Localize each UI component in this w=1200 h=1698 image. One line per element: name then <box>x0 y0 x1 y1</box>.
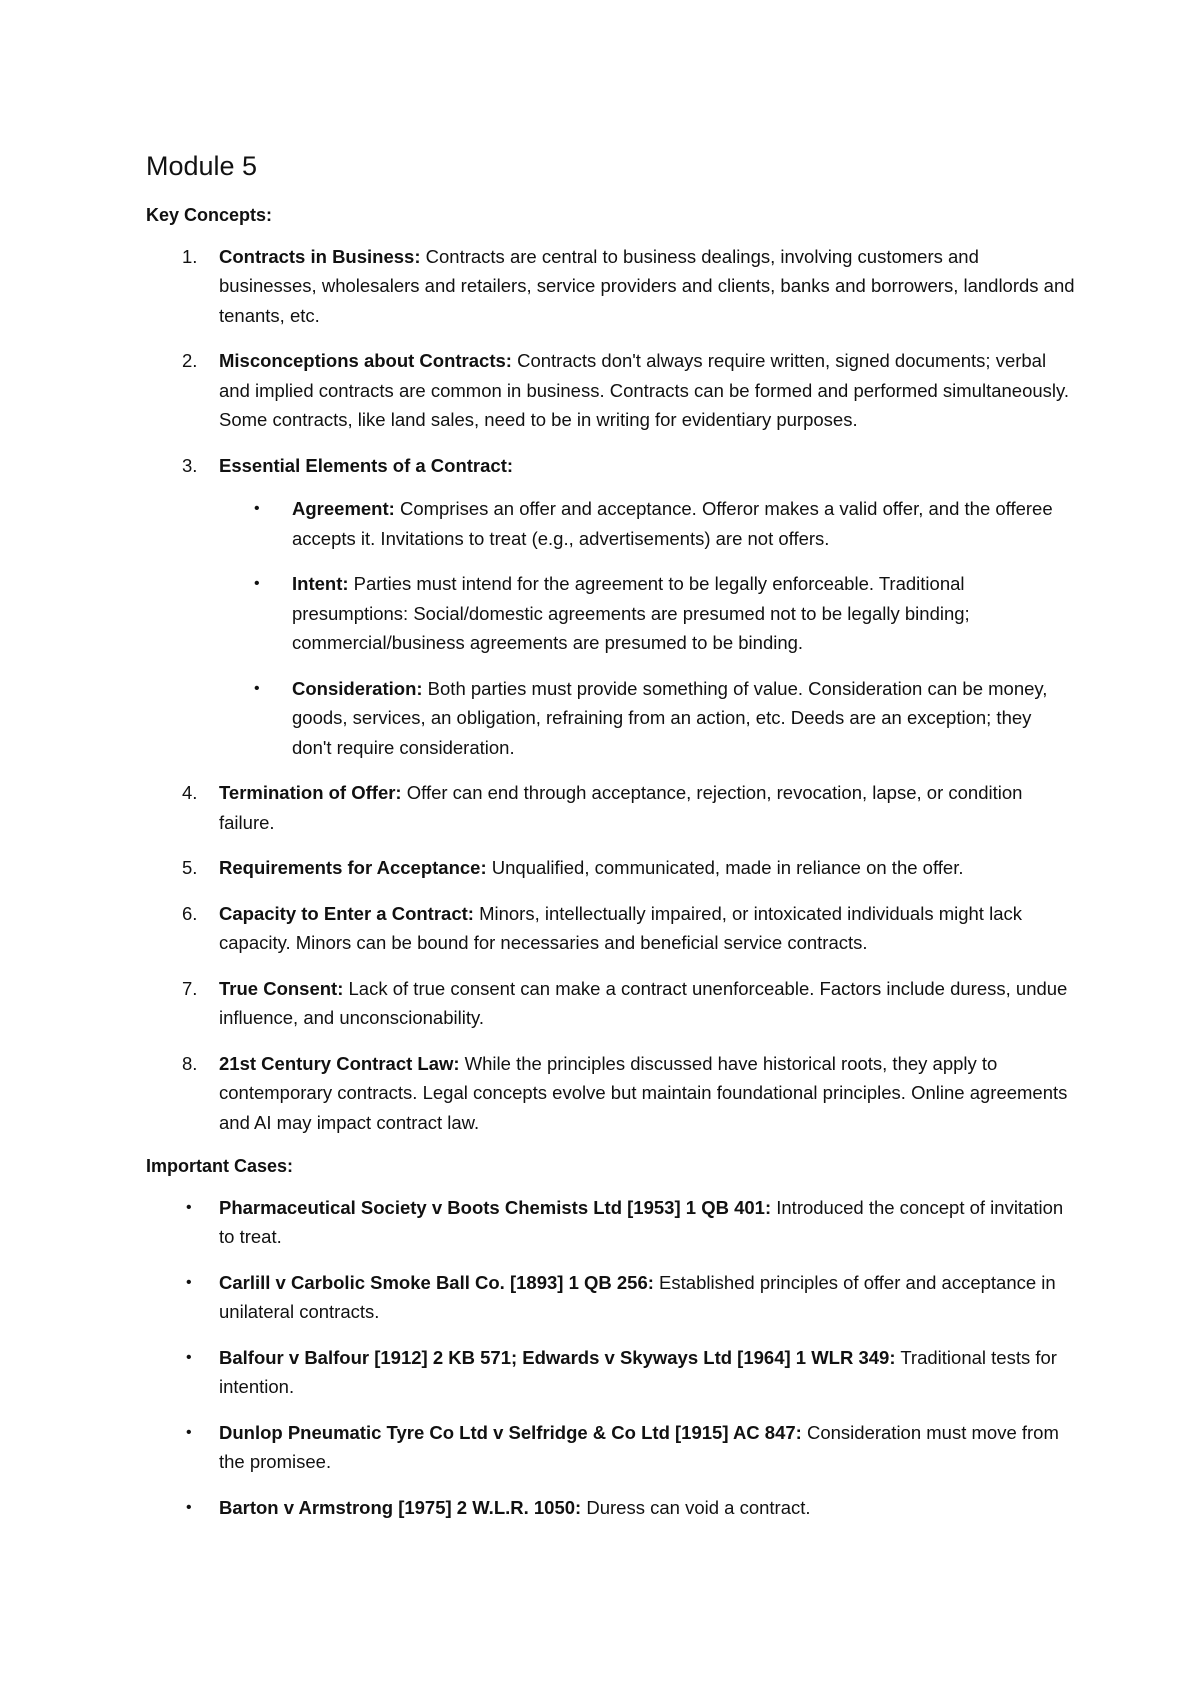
case-citation: Barton v Armstrong [1975] 2 W.L.R. 1050: <box>219 1496 582 1518</box>
concept-text: Unqualified, communicated, made in reliance on the offer. <box>486 857 964 879</box>
concept-term: Contracts in Business: <box>219 245 421 267</box>
list-number: 8. <box>182 1052 198 1074</box>
list-number: 1. <box>182 245 198 267</box>
case-item <box>146 1493 1076 1523</box>
list-number: 4. <box>182 782 198 804</box>
case-text: Introduced the concept of invitation to treat. <box>219 1196 1064 1248</box>
sub-list-item <box>219 569 1076 658</box>
list-item <box>146 778 1076 837</box>
concept-text: Offer can end through acceptance, rejection, revocation, lapse, or condition failure. <box>219 782 1023 833</box>
bullet-icon: • <box>186 1198 192 1216</box>
concept-term: Capacity to Enter a Contract: <box>219 902 474 924</box>
element-term: Agreement: <box>292 498 395 520</box>
concept-text: Lack of true consent can make a contract unenforceable. Factors include duress, undue influence, and unconscionability. <box>219 977 1068 1029</box>
bullet-icon: • <box>254 679 260 697</box>
list-item <box>146 1049 1076 1138</box>
element-text: Parties must intend for the agreement to be legally enforceable. Traditional presumptions: Social/domestic agreements are presumed not to be legally binding; commercial/business agreements are presumed to be binding. <box>292 573 970 654</box>
concept-text: Contracts are central to business dealings, involving customers and businesses, wholesalers and retailers, service providers and clients, banks and borrowers, landlords and tenants, etc. <box>219 245 1075 326</box>
bullet-icon: • <box>186 1423 192 1441</box>
case-text: Consideration must move from the promisee. <box>219 1421 1059 1473</box>
document-page <box>146 150 1076 1538</box>
concept-term: Misconceptions about Contracts: <box>219 350 512 372</box>
concept-term: 21st Century Contract Law: <box>219 1052 460 1074</box>
case-item <box>146 1268 1076 1327</box>
list-item <box>146 346 1076 435</box>
list-number: 2. <box>182 350 198 372</box>
list-item <box>146 451 1076 763</box>
element-term: Consideration: <box>292 677 423 699</box>
case-citation: Pharmaceutical Society v Boots Chemists Ltd [1953] 1 QB 401: <box>219 1196 772 1218</box>
important-cases-list <box>146 1193 1076 1523</box>
important-cases-heading: Important Cases: <box>146 1156 294 1177</box>
concept-term: Essential Elements of a Contract: <box>219 454 514 476</box>
bullet-icon: • <box>254 500 260 518</box>
case-item <box>146 1418 1076 1477</box>
concept-text: Contracts don't always require written, signed documents; verbal and implied contracts are common in business. Contracts can be formed and performed simultaneously. Some contracts, like land sales, need to be in writing for evidentiary purposes. <box>219 350 1070 431</box>
element-term: Intent: <box>292 573 349 595</box>
concept-term: Requirements for Acceptance: <box>219 857 487 879</box>
list-number: 3. <box>182 454 198 476</box>
case-citation: Balfour v Balfour [1912] 2 KB 571; Edwards v Skyways Ltd [1964] 1 WLR 349: <box>219 1346 896 1368</box>
sub-list-item <box>219 674 1076 763</box>
case-text: Duress can void a contract. <box>581 1496 811 1518</box>
list-number: 7. <box>182 977 198 999</box>
essential-elements-list <box>219 494 1076 762</box>
element-text: Both parties must provide something of value. Consideration can be money, goods, services, an obligation, refraining from an action, etc. Deeds are an exception; they don't require consideration. <box>292 677 1048 758</box>
list-item <box>146 899 1076 958</box>
bullet-icon: • <box>254 575 260 593</box>
element-text: Comprises an offer and acceptance. Offeror makes a valid offer, and the offeree accepts it. Invitations to treat (e.g., advertisements) are not offers. <box>292 498 1053 549</box>
case-text: Established principles of offer and acceptance in unilateral contracts. <box>219 1271 1056 1323</box>
list-item <box>146 853 1076 883</box>
bullet-icon: • <box>186 1273 192 1291</box>
case-citation: Dunlop Pneumatic Tyre Co Ltd v Selfridge & Co Ltd [1915] AC 847: <box>219 1421 802 1443</box>
concept-term: True Consent: <box>219 977 344 999</box>
sub-list-item <box>219 494 1076 553</box>
case-item <box>146 1193 1076 1252</box>
page-title: Module 5 <box>146 151 258 181</box>
list-item <box>146 974 1076 1033</box>
concept-term: Termination of Offer: <box>219 782 402 804</box>
list-item <box>146 242 1076 331</box>
case-citation: Carlill v Carbolic Smoke Ball Co. [1893] 1 QB 256: <box>219 1271 654 1293</box>
key-concepts-heading: Key Concepts: <box>146 205 273 226</box>
key-concepts-list <box>146 242 1076 1138</box>
list-number: 6. <box>182 902 198 924</box>
case-text: Traditional tests for intention. <box>219 1346 1057 1398</box>
list-number: 5. <box>182 857 198 879</box>
concept-text: Minors, intellectually impaired, or intoxicated individuals might lack capacity. Minors can be bound for necessaries and beneficial service contracts. <box>219 902 1022 954</box>
case-item <box>146 1343 1076 1402</box>
bullet-icon: • <box>186 1498 192 1516</box>
bullet-icon: • <box>186 1348 192 1366</box>
concept-text: While the principles discussed have historical roots, they apply to contemporary contracts. Legal concepts evolve but maintain foundational principles. Online agreements and AI may impact contract law. <box>219 1052 1068 1133</box>
